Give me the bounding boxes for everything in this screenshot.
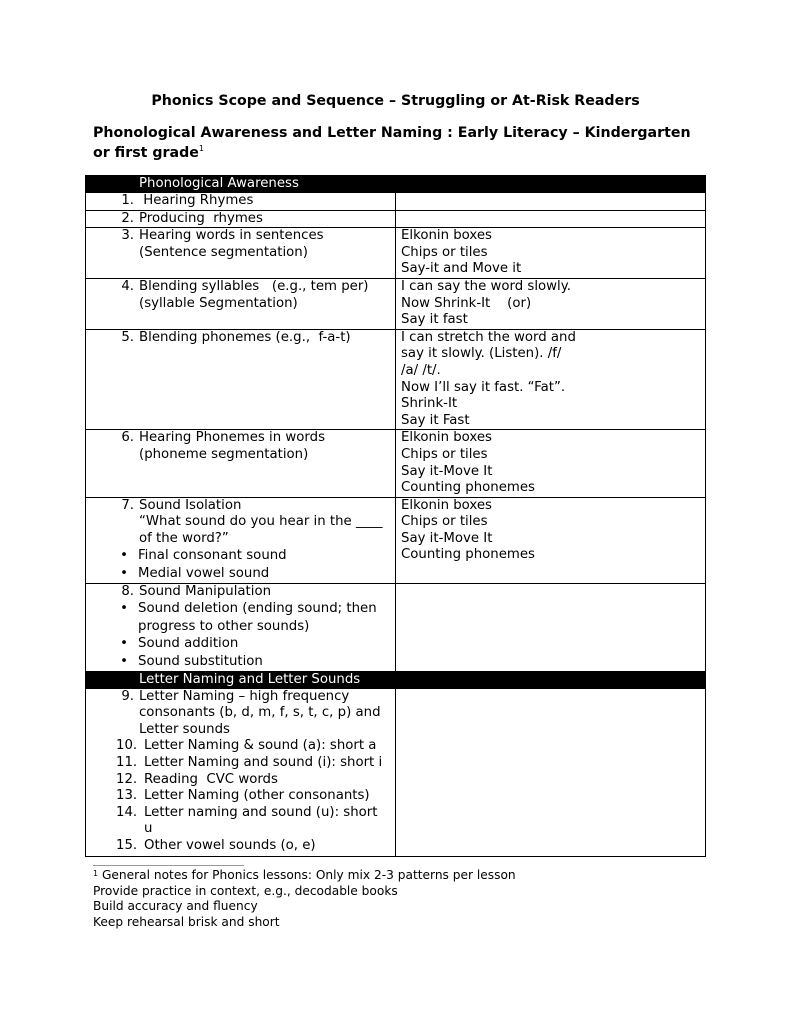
item-number: 13. <box>116 788 138 804</box>
item-text: Sound Manipulation <box>139 583 272 599</box>
table-row <box>86 193 706 211</box>
footnote-line: Keep rehearsal brisk and short <box>93 914 280 929</box>
item-number: 4. <box>121 278 134 294</box>
item-number: 15. <box>116 837 138 853</box>
list-item: • Sound deletion (ending sound; then progress to other sounds) <box>91 600 390 635</box>
item-number: 12. <box>116 771 138 787</box>
item-number: 10. <box>116 738 138 754</box>
item-text: Blending phonemes (e.g., f-a-t) <box>139 329 351 345</box>
bullet-list <box>91 600 390 670</box>
footnote-mark: 1 <box>93 869 99 878</box>
section-header-row <box>86 671 706 688</box>
item-text: Hearing Phonemes in words (phoneme segmentation) <box>139 430 326 462</box>
item-text: Blending syllables (e.g., tem per) (syllable Segmentation) <box>139 278 373 311</box>
item-number: 2. <box>121 210 134 226</box>
item-text: Hearing Rhymes <box>139 193 254 208</box>
strategy-line: Elkonin boxes <box>401 497 492 513</box>
bullet-icon: • <box>120 566 128 582</box>
item-text: Other vowel sounds (o, e) <box>144 837 316 853</box>
strategy-line: /a/ /t/. <box>401 362 441 378</box>
strategy-line: Chips or tiles <box>401 514 488 530</box>
table-row <box>86 228 706 279</box>
strategy-line: Counting phonemes <box>401 480 535 496</box>
footnote-separator <box>93 865 244 866</box>
scope-sequence-table <box>85 175 706 857</box>
strategy-cell <box>396 228 706 279</box>
strategy-line: Elkonin boxes <box>401 430 492 446</box>
bullet-icon: • <box>120 636 128 652</box>
strategy-line: Counting phonemes <box>401 547 535 563</box>
strategy-line: Say-it and Move it <box>401 261 522 277</box>
item-text: Producing rhymes <box>139 210 263 226</box>
strategy-line: Chips or tiles <box>401 446 488 462</box>
strategy-line: Chips or tiles <box>401 244 488 260</box>
strategy-line: Elkonin boxes <box>401 228 492 244</box>
strategy-line: Now I’ll say it fast. “Fat”. <box>401 379 566 395</box>
table-row <box>86 278 706 329</box>
item-text: Reading CVC words <box>144 771 278 787</box>
item-number: 11. <box>116 755 138 770</box>
bullet-icon: • <box>120 654 128 670</box>
strategy-line: Say it-Move It <box>401 530 493 546</box>
item-prompt: “What sound do you hear in the ____ of the word?” <box>139 514 383 546</box>
item-number: 8. <box>121 583 134 599</box>
strategy-cell <box>396 430 706 497</box>
table-row <box>86 329 706 430</box>
item-text: Letter Naming – high frequency consonants (b, d, m, f, s, t, c, p) and Letter sounds <box>139 688 381 737</box>
footnote-line: $^1$ General notes for Phonics lessons: Only mix 2-3 patterns per lesson <box>93 868 516 882</box>
item-number: 1. <box>121 193 134 208</box>
strategy-cell <box>396 497 706 583</box>
table-row <box>86 583 706 671</box>
table-row <box>86 430 706 497</box>
strategy-line: I can stretch the word and <box>401 329 576 345</box>
list-item: • Medial vowel sound <box>91 565 390 583</box>
item-text: Letter Naming and sound (i): short i <box>144 755 383 770</box>
strategy-line: Shrink-It <box>401 396 458 412</box>
list-item: • Final consonant sound <box>91 547 390 565</box>
bullet-icon: • <box>120 601 128 617</box>
footnotes <box>93 868 713 930</box>
list-item: • Sound substitution <box>91 653 390 671</box>
item-number: 7. <box>121 497 134 513</box>
subtitle <box>93 123 703 163</box>
list-item: • Sound addition <box>91 635 390 653</box>
table-row <box>86 210 706 228</box>
strategy-cell <box>396 329 706 430</box>
document-title: Phonics Scope and Sequence – Struggling or At-Risk Readers <box>151 93 640 109</box>
section-header-row <box>86 176 706 193</box>
item-number: 14. <box>116 804 138 820</box>
item-text: Letter naming and sound (u): short u <box>144 804 378 837</box>
section-header-phonological: Phonological Awareness <box>86 176 706 193</box>
footnote-reference: 1 <box>198 144 204 153</box>
strategy-line: Say it-Move It <box>401 463 493 479</box>
bullet-icon: • <box>120 548 128 564</box>
strategy-line: Say it fast <box>401 312 468 328</box>
strategy-line: I can say the word slowly. <box>401 278 571 294</box>
strategy-line: Say it Fast <box>401 412 470 428</box>
strategy-cell <box>396 278 706 329</box>
bullet-list <box>91 547 390 582</box>
footnote-line: Provide practice in context, e.g., decodable books <box>93 883 398 898</box>
item-number: 5. <box>121 329 134 345</box>
table-row <box>86 688 706 856</box>
item-text: Hearing words in sentences (Sentence segmentation) <box>139 228 324 260</box>
section-header-letter-naming: Letter Naming and Letter Sounds <box>86 671 706 688</box>
item-number: 3. <box>121 228 134 244</box>
item-number: 9. <box>121 688 134 704</box>
item-number: 6. <box>121 430 134 446</box>
footnote-line: Build accuracy and fluency <box>93 899 258 914</box>
strategy-line: Now Shrink-It (or) <box>401 295 532 311</box>
strategy-line: say it slowly. (Listen). /f/ <box>401 346 562 362</box>
item-text: Letter Naming (other consonants) <box>144 788 370 804</box>
item-text: Sound Isolation <box>139 497 242 513</box>
table-row <box>86 497 706 583</box>
subtitle-text: Phonological Awareness and Letter Naming : Early Literacy – Kindergarten or first grade <box>93 125 691 161</box>
item-text: Letter Naming & sound (a): short a <box>144 738 377 754</box>
